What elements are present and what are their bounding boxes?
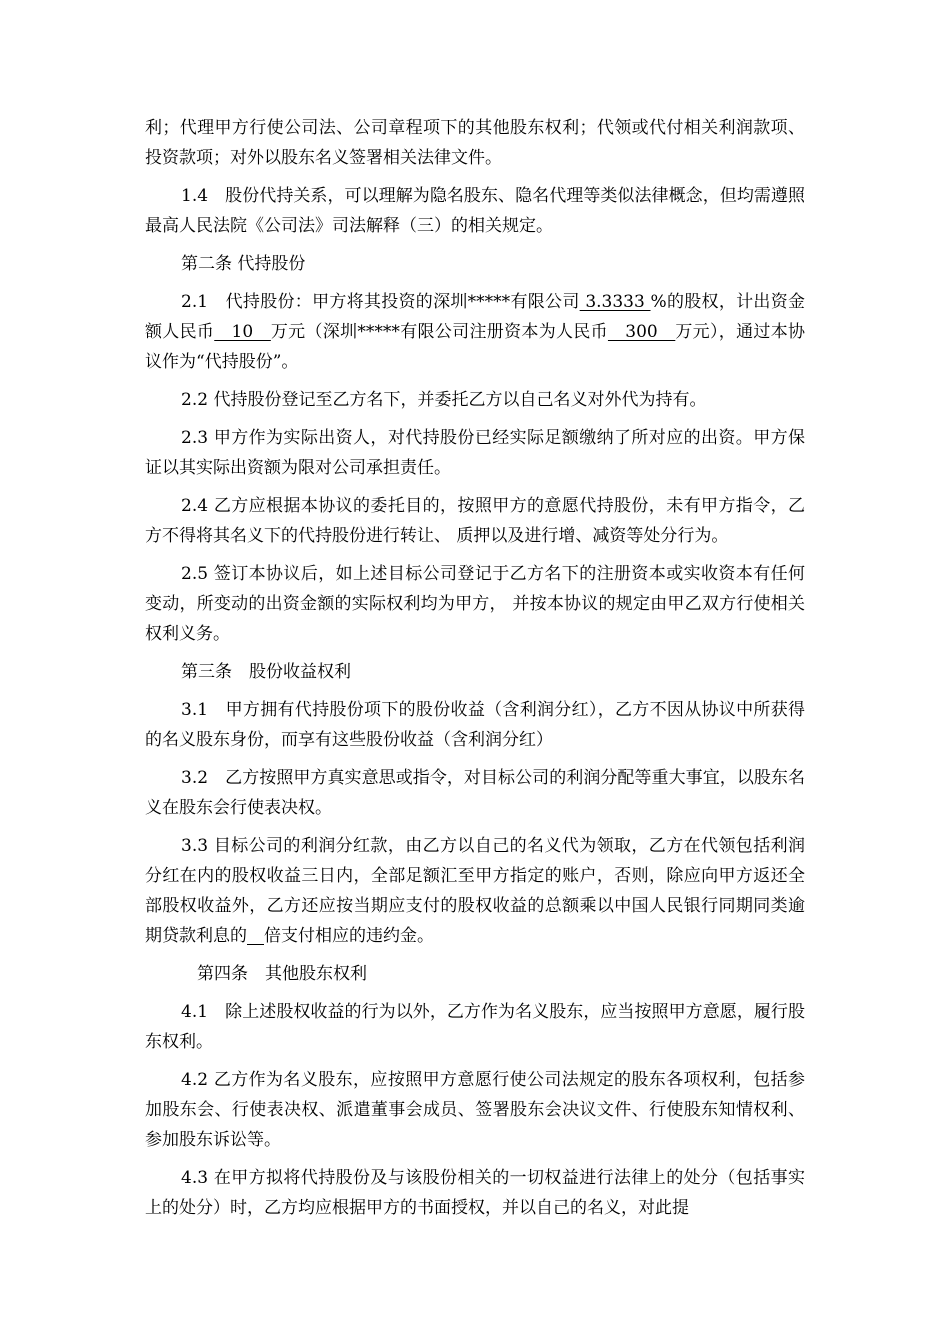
document-body (145, 113, 805, 1231)
text-run: %的股权，计出资金额人民币 (145, 292, 805, 342)
paragraph-1-3-continued: 利；代理甲方行使公司法、公司章程项下的其他股东权利；代领或代付相关利润款项、投资款项；对外以股东名义签署相关法律文件。 (145, 118, 805, 168)
text-run: 万元），通过本协议作为“代持股份”。 (145, 322, 806, 372)
paragraph-2-2: 2.2 代持股份登记至乙方名下，并委托乙方以自己名义对外代为持有。 (181, 390, 707, 410)
article-3-heading: 第三条 股份收益权利 (181, 662, 351, 682)
paragraph-3-3 (145, 831, 805, 951)
capital-amount-field: 10 (214, 322, 271, 342)
paragraph-2-3: 2.3 甲方作为实际出资人，对代持股份已经实际足额缴纳了所对应的出资。甲方保证以其实际出资额为限对公司承担责任。 (145, 428, 805, 478)
paragraph-2-4: 2.4 乙方应根据本协议的委托目的，按照甲方的意愿代持股份，未有甲方指令，乙方不得将其名义下的代持股份进行转让、 质押以及进行增、减资等处分行为。 (145, 496, 805, 546)
article-4-heading: 第四条 其他股东权利 (197, 964, 367, 984)
paragraph-3-1: 3.1 甲方拥有代持股份项下的股份收益（含利润分红），乙方不因从协议中所获得的名义股东身份，而享有这些股份收益（含利润分红） (145, 700, 805, 750)
paragraph-1-4: 1.4 股份代持关系，可以理解为隐名股东、隐名代理等类似法律概念，但均需遵照最高人民法院《公司法》司法解释（三）的相关规定。 (145, 186, 805, 236)
text-run: 3.3 目标公司的利润分红款，由乙方以自己的名义代为领取，乙方在代领包括利润分红在内的股权收益三日内，全部足额汇至甲方指定的账户，否则，除应向甲方返还全部股权收益外，乙方还应按当期应支付的股权收益的总额乘以中国人民银行同期同类逾期贷款利息的 (145, 836, 805, 946)
paragraph-2-5: 2.5 签订本协议后，如上述目标公司登记于乙方名下的注册资本或实收资本有任何变动，所变动的出资金额的实际权利均为甲方， 并按本协议的规定由甲乙双方行使相关权利义务。 (145, 564, 805, 644)
article-2-heading: 第二条 代持股份 (181, 254, 306, 274)
penalty-multiplier-field (247, 926, 264, 946)
text-run: 2.1 代持股份：甲方将其投资的深圳*****有限公司 (181, 292, 580, 312)
text-run: 万元（深圳*****有限公司注册资本为人民币 (270, 322, 608, 342)
paragraph-4-1: 4.1 除上述股权收益的行为以外，乙方作为名义股东，应当按照甲方意愿，履行股东权利。 (145, 1002, 805, 1052)
registered-capital-field: 300 (607, 322, 676, 342)
text-run: 倍支付相应的违约金。 (264, 926, 434, 946)
paragraph-4-3: 4.3 在甲方拟将代持股份及与该股份相关的一切权益进行法律上的处分（包括事实上的处分）时，乙方均应根据甲方的书面授权，并以自己的名义，对此提 (145, 1168, 805, 1218)
equity-percentage-field: 3.3333 (579, 292, 651, 312)
paragraph-4-2: 4.2 乙方作为名义股东，应按照甲方意愿行使公司法规定的股东各项权利，包括参加股东会、行使表决权、派遣董事会成员、签署股东会决议文件、行使股东知情权利、参加股东诉讼等。 (145, 1070, 805, 1150)
paragraph-2-1 (145, 287, 805, 377)
paragraph-3-2: 3.2 乙方按照甲方真实意思或指令，对目标公司的利润分配等重大事宜，以股东名义在股东会行使表决权。 (145, 768, 805, 818)
